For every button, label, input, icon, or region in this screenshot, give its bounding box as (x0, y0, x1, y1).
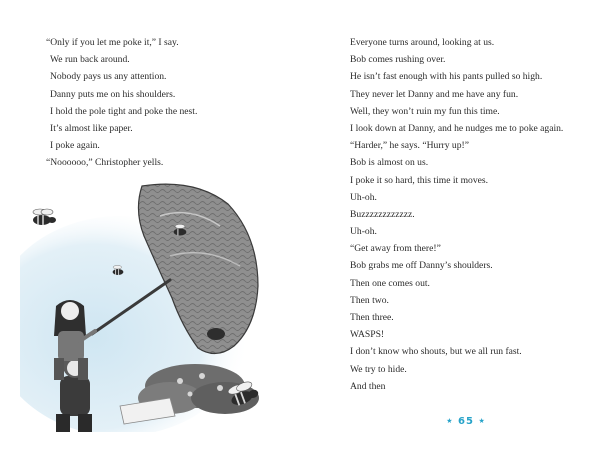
text-line: I poke it so hard, this time it moves. (350, 174, 489, 186)
text-line: He isn’t fast enough with his pants pulled so high. (350, 71, 543, 83)
text-line: “Noooooo,” Christopher yells. (46, 157, 164, 169)
text-line: Uh-oh. (350, 226, 377, 238)
text-line: We run back around. (50, 54, 130, 66)
text-line: Bob grabs me off Danny’s shoulders. (350, 260, 493, 272)
text-line: They never let Danny and me have any fun. (350, 88, 519, 100)
text-line: Then one comes out. (350, 277, 430, 289)
text-line: Danny puts me on his shoulders. (50, 88, 176, 100)
text-line: Then three. (350, 312, 394, 323)
text-line: I hold the pole tight and poke the nest. (50, 105, 198, 117)
star-icon: ★ (446, 417, 454, 425)
text-line: Uh-oh. (350, 191, 377, 203)
text-line: Nobody pays us any attention. (50, 71, 167, 83)
text-line: Buzzzzzzzzzzzz. (350, 208, 415, 220)
text-line: Well, they won’t ruin my fun this time. (350, 105, 500, 117)
text-line: I poke again. (50, 140, 100, 152)
right-page-text (350, 34, 563, 395)
left-page-text (46, 34, 197, 172)
star-icon: ★ (478, 417, 486, 425)
page-number (436, 416, 496, 427)
text-line: Bob is almost on us. (350, 157, 429, 169)
text-line: We try to hide. (350, 363, 407, 375)
page-number-value: 65 (458, 416, 474, 427)
text-line: Everyone turns around, looking at us. (350, 37, 495, 48)
text-line: And then (350, 380, 386, 392)
text-line: I look down at Danny, and he nudges me to poke again. (350, 122, 564, 134)
wasp-nest-illustration (20, 176, 292, 432)
text-line: WASPS! (350, 329, 385, 341)
wasp-icon (33, 209, 56, 225)
right-page (300, 0, 600, 450)
text-line: “Get away from there!” (350, 243, 441, 255)
text-line: Then two. (350, 294, 389, 306)
text-line: I don’t know who shouts, but we all run fast. (350, 346, 522, 358)
text-line: “Harder,” he says. “Hurry up!” (350, 140, 469, 152)
text-line: Bob comes rushing over. (350, 54, 446, 66)
text-line: “Only if you let me poke it,” I say. (46, 37, 179, 48)
wasp-icon (174, 224, 187, 235)
text-line: It’s almost like paper. (50, 122, 133, 134)
